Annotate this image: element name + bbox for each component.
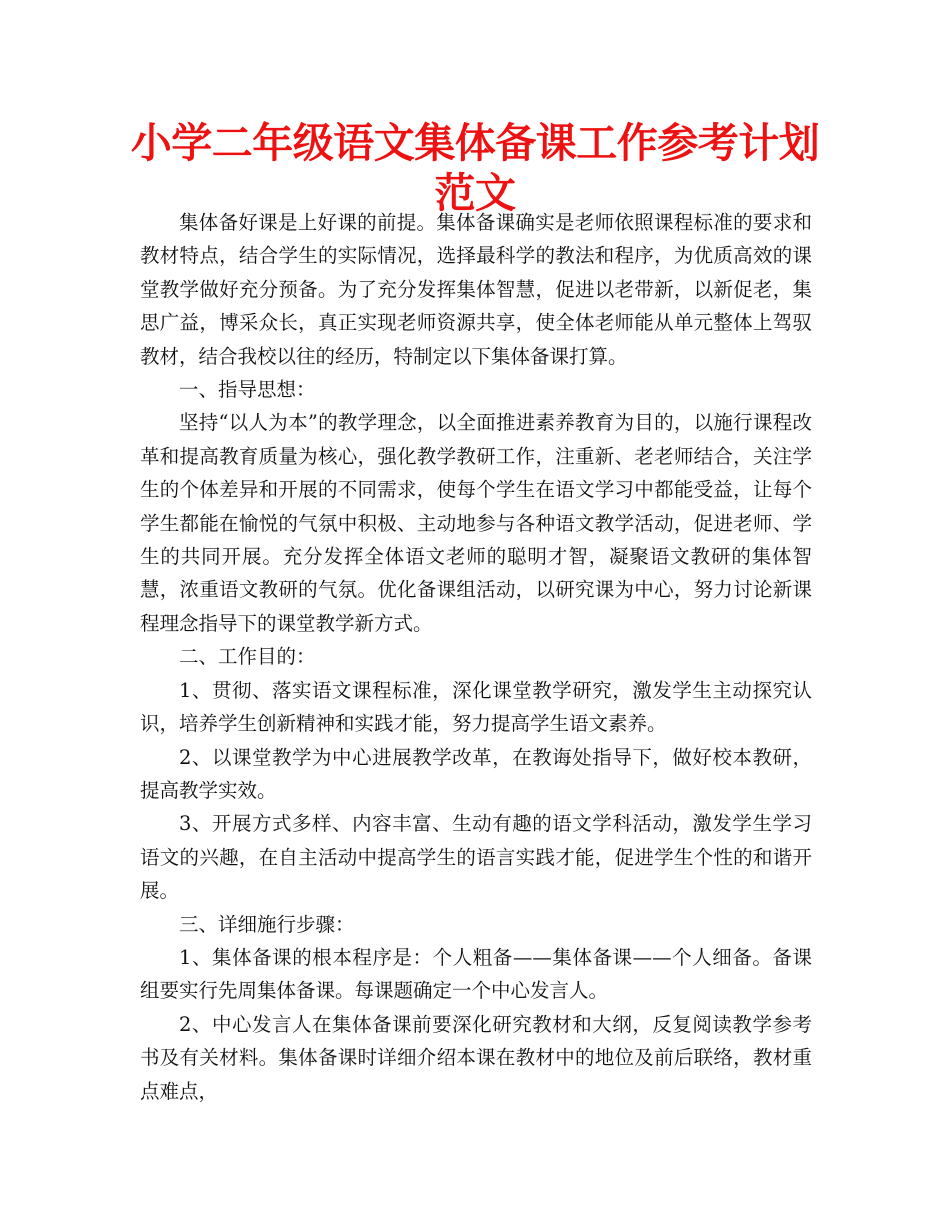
work-goal-item-1: 1、贯彻、落实语文课程标准，深化课堂教学研究，激发学生主动探究认识，培养学生创新精神和实践才能，努力提高学生语文素养。 [140, 678, 812, 736]
implementation-step-1: 1、集体备课的根本程序是：个人粗备——集体备课——个人细备。备课组要实行先周集体备课。每课题确定一个中心发言人。 [140, 945, 812, 1003]
document-title: 小学二年级语文集体备课工作参考计划范文 [130, 119, 820, 217]
document-body [140, 206, 812, 1108]
section-heading-work-goals: 二、工作目的： [179, 645, 316, 669]
guiding-thought-paragraph: 坚持“以人为本”的教学理念，以全面推进素养教育为目的，以施行课程改革和提高教育质量为核心，强化教学教研工作，注重新、老老师结合，关注学生的个体差异和开展的不同需求，使每个学生在语文学习中都能受益，让每个学生都能在愉悦的气氛中积极、主动地参与各种语文教学活动，促进老师、学生的共同开展。充分发挥全体语文老师的聪明才智，凝聚语文教研的集体智慧，浓重语文教研的气氛。优化备课组活动，以研究课为中心，努力讨论新课程理念指导下的课堂教学新方式。 [140, 411, 812, 635]
work-goal-item-2: 2、以课堂教学为中心进展教学改革，在教诲处指导下，做好校本教研，提高教学实效。 [140, 745, 812, 802]
work-goal-item-3: 3、开展方式多样、内容丰富、生动有趣的语文学科活动，激发学生学习语文的兴趣，在自主活动中提高学生的语言实践才能，促进学生个性的和谐开展。 [140, 812, 812, 903]
implementation-step-2: 2、中心发言人在集体备课前要深化研究教材和大纲，反复阅读教学参考书及有关材料。集体备课时详细介绍本课在教材中的地位及前后联络，教材重点难点， [140, 1012, 812, 1103]
section-heading-implementation-steps: 三、详细施行步骤： [179, 912, 355, 936]
section-heading-guiding-thought: 一、指导思想： [179, 378, 316, 402]
intro-paragraph: 集体备好课是上好课的前提。集体备课确实是老师依照课程标准的要求和教材特点，结合学生的实际情况，选择最科学的教法和程序，为优质高效的课堂教学做好充分预备。为了充分发挥集体智慧，促进以老带新，以新促老，集思广益，博采众长，真正实现老师资源共享，使全体老师能从单元整体上驾驭教材，结合我校以往的经历，特制定以下集体备课打算。 [140, 211, 812, 368]
